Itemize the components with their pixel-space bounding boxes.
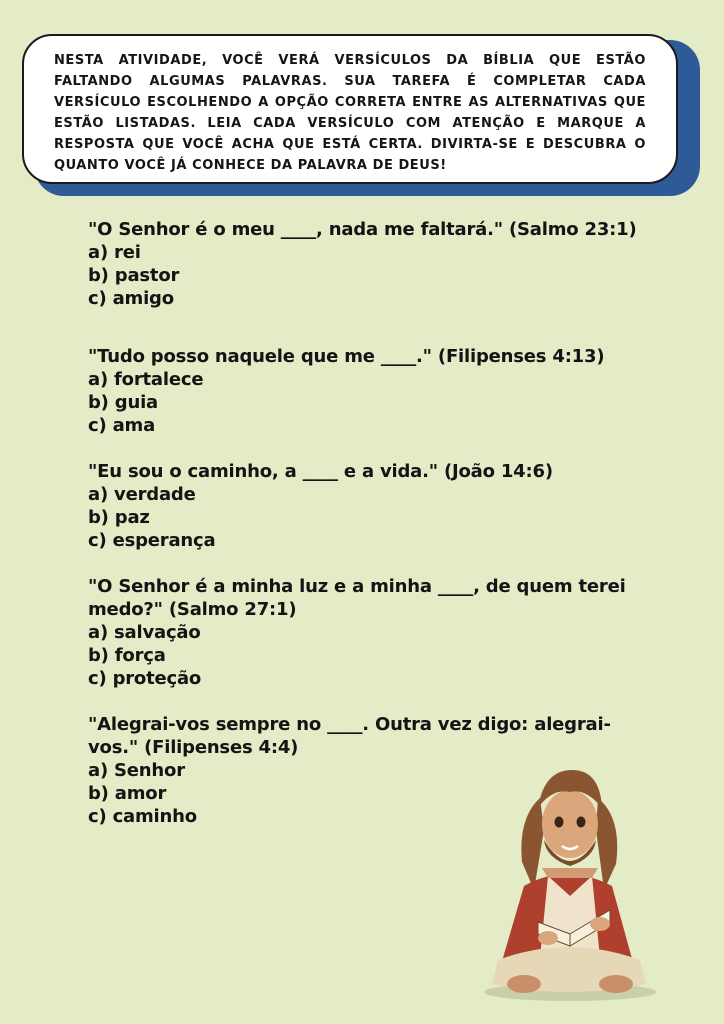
verse-text: "Eu sou o caminho, a ____ e a vida." (João 14:6)	[88, 461, 553, 482]
option-b[interactable]: b) guia	[88, 392, 158, 413]
left-hand	[538, 931, 558, 945]
option-b[interactable]: b) paz	[88, 507, 150, 528]
left-eye	[555, 817, 564, 828]
option-c[interactable]: c) esperança	[88, 530, 216, 551]
right-hand	[590, 917, 610, 931]
jesus-illustration	[478, 758, 658, 1002]
option-a[interactable]: a) fortalece	[88, 369, 204, 390]
right-eye	[577, 817, 586, 828]
verse-text: "O Senhor é o meu ____, nada me faltará." (Salmo 23:1)	[88, 219, 637, 240]
option-a[interactable]: a) verdade	[88, 484, 196, 505]
left-foot	[507, 975, 541, 993]
hair-left	[521, 798, 544, 890]
right-foot	[599, 975, 633, 993]
question-2	[88, 345, 648, 437]
option-a[interactable]: a) Senhor	[88, 760, 185, 781]
option-c[interactable]: c) amigo	[88, 288, 174, 309]
neck	[542, 868, 598, 878]
question-3	[88, 460, 648, 552]
hair-right	[596, 798, 617, 890]
option-a[interactable]: a) salvação	[88, 622, 201, 643]
option-a[interactable]: a) rei	[88, 242, 141, 263]
option-c[interactable]: c) ama	[88, 415, 156, 436]
verse-text: "O Senhor é a minha luz e a minha ____, de quem terei medo?" (Salmo 27:1)	[88, 576, 626, 620]
option-b[interactable]: b) força	[88, 645, 166, 666]
option-c[interactable]: c) proteção	[88, 668, 202, 689]
question-1	[88, 218, 648, 310]
verse-text: "Tudo posso naquele que me ____." (Filipenses 4:13)	[88, 346, 605, 367]
intro-box	[22, 34, 678, 184]
verse-text: "Alegrai-vos sempre no ____. Outra vez digo: alegrai-vos." (Filipenses 4:4)	[88, 714, 611, 758]
option-c[interactable]: c) caminho	[88, 806, 197, 827]
option-b[interactable]: b) amor	[88, 783, 167, 804]
intro-text: NESTA ATIVIDADE, VOCÊ VERÁ VERSÍCULOS DA BÍBLIA QUE ESTÃO FALTANDO ALGUMAS PALAVRAS. SUA TAREFA É COMPLETAR CADA VERSÍCULO ESCOLHENDO A OPÇÃO CORRETA ENTRE AS ALTERNATIVAS QUE ESTÃO LISTADAS. LEIA CADA VERSÍCULO COM ATENÇÃO E MARQUE A RESPOSTA QUE VOCÊ ACHA QUE ESTÁ CERTA. DIVIRTA-SE E DESCUBRA O QUANTO VOCÊ JÁ CONHECE DA PALAVRA DE DEUS!	[54, 53, 646, 173]
option-b[interactable]: b) pastor	[88, 265, 180, 286]
question-4	[88, 575, 648, 690]
